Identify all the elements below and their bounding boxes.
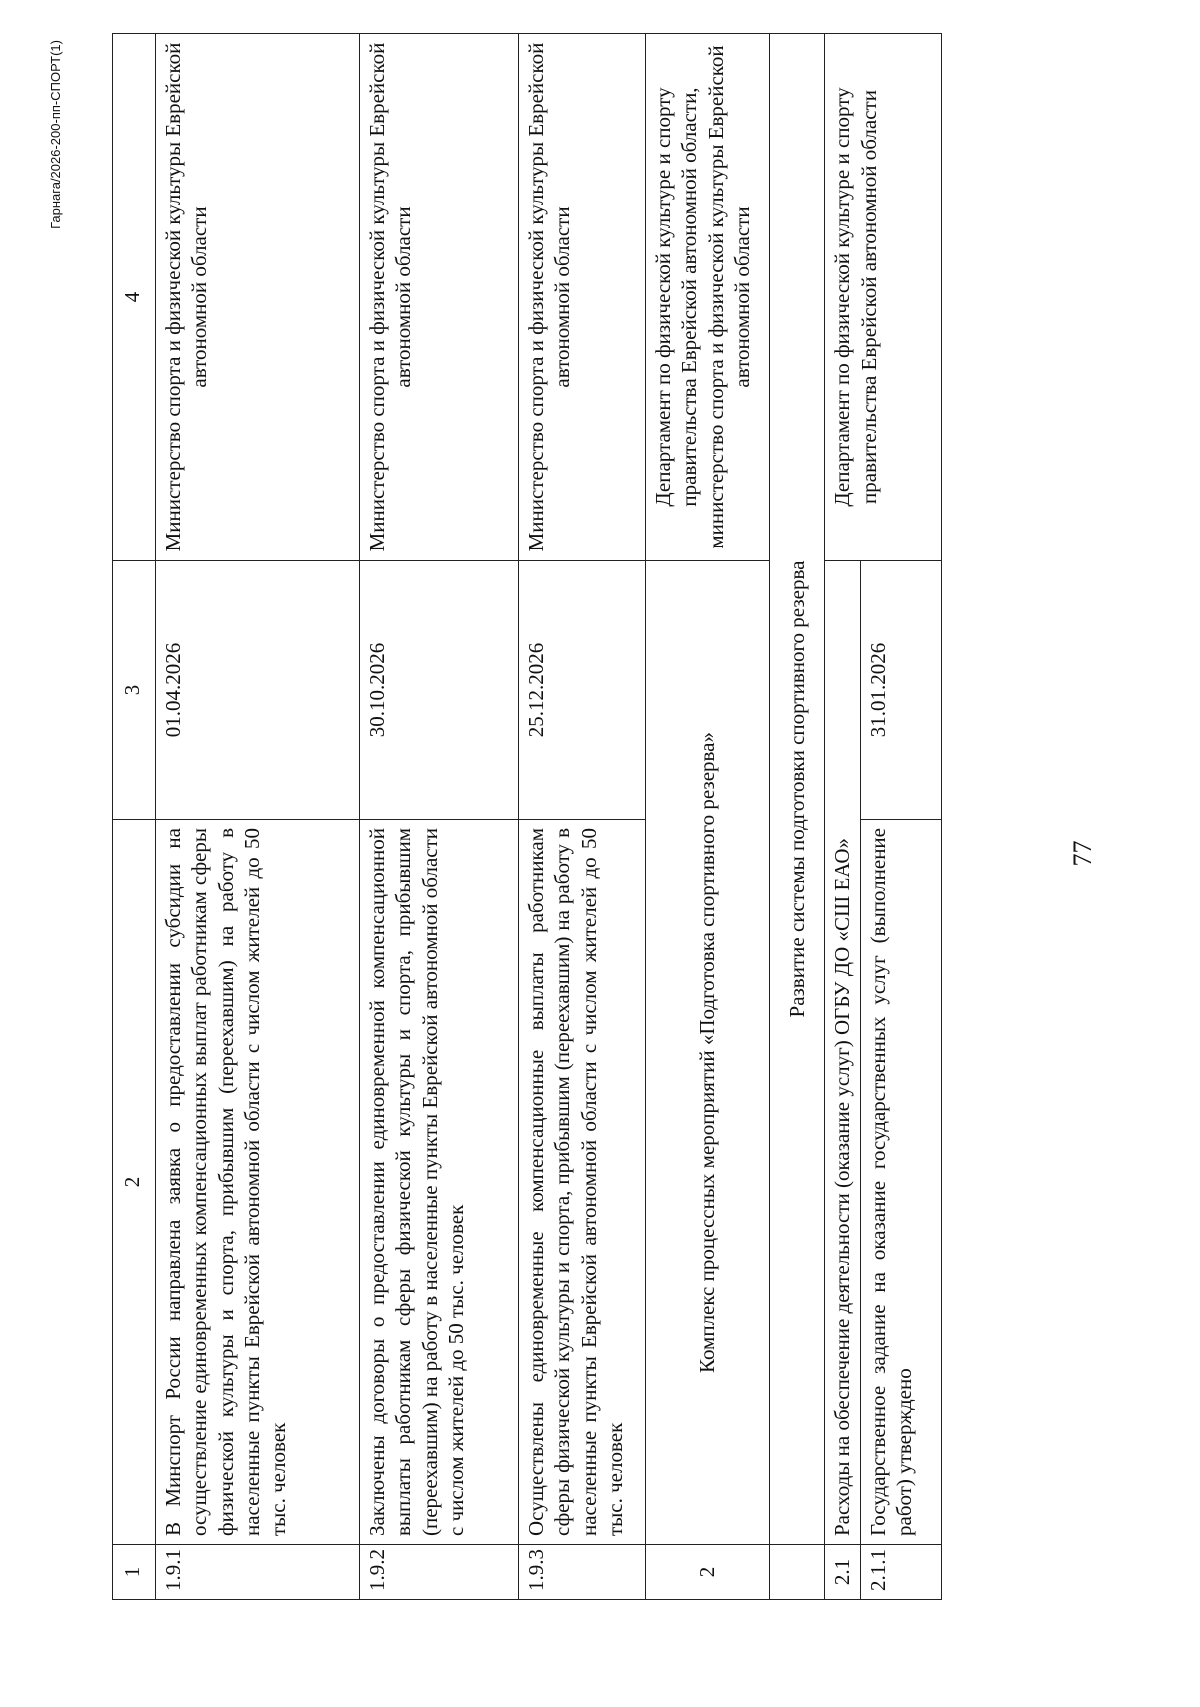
row-number: 2.1.1 <box>860 1545 941 1600</box>
header-col-1: 1 <box>113 1545 156 1600</box>
row-description: Государственное задание на оказание государственных услуг (выполнение работ) утверждено <box>860 820 941 1545</box>
row-responsible: Министерство спорта и физической культуры Еврейской автономной области <box>156 34 360 561</box>
table-header-row <box>113 34 156 1600</box>
row-number: 2.1 <box>825 1545 860 1600</box>
row-date: 30.10.2026 <box>360 561 519 820</box>
complex-title: Комплекс процессных мероприятий «Подготовка спортивного резерва» <box>646 561 770 1545</box>
row-number: 1.9.1 <box>156 1545 360 1600</box>
row-responsible: Департамент по физической культуре и спорту правительства Еврейской автономной области <box>825 34 941 561</box>
section-row <box>770 34 825 1600</box>
row-number: 1.9.2 <box>360 1545 519 1600</box>
header-col-2: 2 <box>113 820 156 1545</box>
table-row <box>360 34 519 1600</box>
measures-table <box>112 33 942 1600</box>
row-number: 1.9.3 <box>519 1545 646 1600</box>
header-col-4: 4 <box>113 34 156 561</box>
row-date: 01.04.2026 <box>156 561 360 820</box>
row-date: 25.12.2026 <box>519 561 646 820</box>
table-row <box>519 34 646 1600</box>
section-title: Развитие системы подготовки спортивного резерва <box>770 34 825 1545</box>
document-code: Гарнага/2026-200-пп-СПОРТ(1) <box>48 40 63 229</box>
complex-number: 2 <box>646 1545 770 1600</box>
table-row <box>156 34 360 1600</box>
complex-responsible: Департамент по физической культуре и спорту правительства Еврейской автономной области, министерство спорта и физической культуры Еврейской автономной области <box>646 34 770 561</box>
row-description: Расходы на обеспечение деятельности (оказание услуг) ОГБУ ДО «СШ ЕАО» <box>825 561 860 1545</box>
row-description: Осуществлены единовременные компенсационные выплаты работникам сферы физической культуры и спорта, прибывшим (переехавшим) на работу в населенные пункты Еврейской автономной области с числом жителей до 50 тыс. человек <box>519 820 646 1545</box>
row-responsible: Министерство спорта и физической культуры Еврейской автономной области <box>519 34 646 561</box>
header-col-3: 3 <box>113 561 156 820</box>
row-description: В Минспорт России направлена заявка о предоставлении субсидии на осуществление единовременных компенсационных выплат работникам сферы физической культуры и спорта, прибывшим (переехавшим) на работу в населенные пункты Еврейской автономной области с числом жителей до 50 тыс. человек <box>156 820 360 1545</box>
complex-row <box>646 34 770 1600</box>
row-date: 31.01.2026 <box>860 561 941 820</box>
row-responsible: Министерство спорта и физической культуры Еврейской автономной области <box>360 34 519 561</box>
section-empty-cell <box>770 1545 825 1600</box>
table-row <box>825 34 860 1600</box>
page-number: 77 <box>1068 840 1097 867</box>
row-description: Заключены договоры о предоставлении единовременной компенсационной выплаты работникам сферы физической культуры и спорта, прибывшим (переехавшим) на работу в населенные пункты Еврейской автономной области с числом жителей до 50 тыс. человек <box>360 820 519 1545</box>
